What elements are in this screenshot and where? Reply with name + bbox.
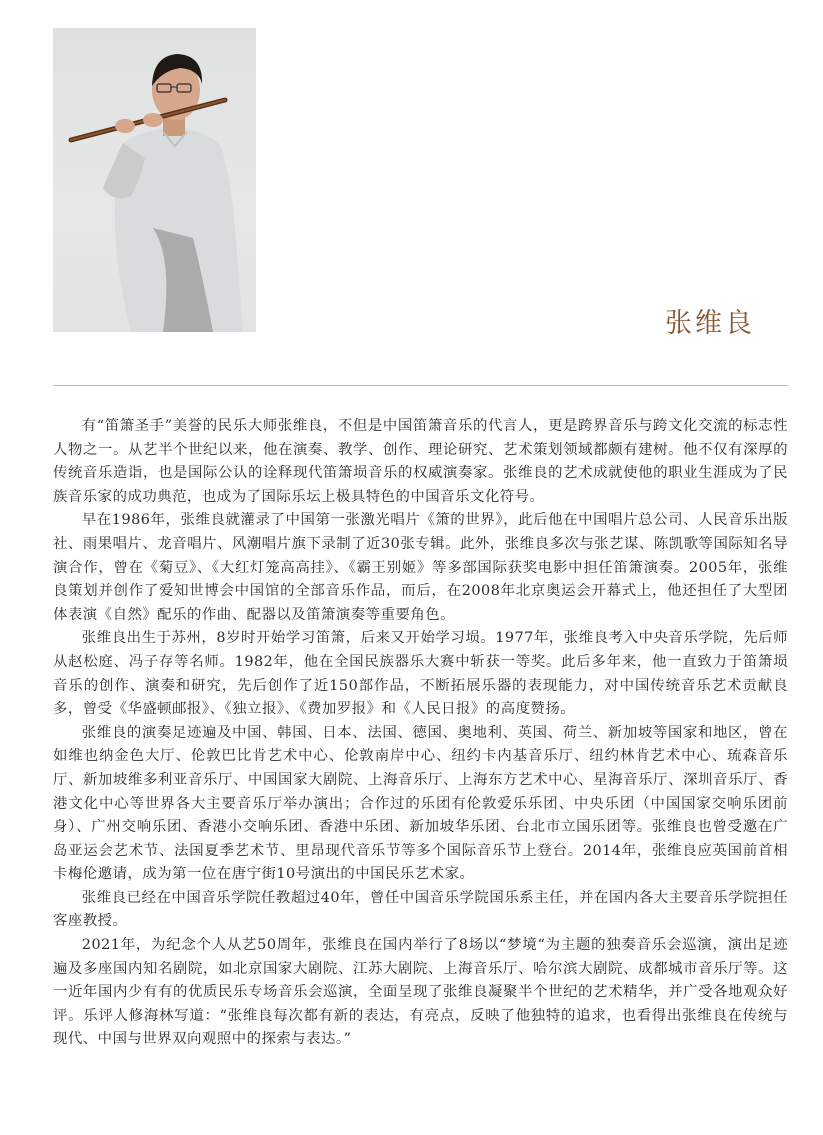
biography-paragraph: 有“笛箫圣手”美誉的民乐大师张维良，不但是中国笛箫音乐的代言人，更是跨界音乐与跨文化交流的标志性人物之一。从艺半个世纪以来，他在演奏、教学、创作、理论研究、艺术策划领域都颇有建树。他不仅有深厚的传统音乐造诣，也是国际公认的诠释现代笛箫埙音乐的权威演奏家。张维良的艺术成就使他的职业生涯成为了民族音乐家的成功典范，也成为了国际乐坛上极具特色的中国音乐文化符号。	[53, 418, 788, 505]
biography-paragraph: 张维良的演奏足迹遍及中国、韩国、日本、法国、德国、奥地利、英国、荷兰、新加坡等国家和地区，曾在如维也纳金色大厅、伦敦巴比肯艺术中心、伦敦南岸中心、纽约卡内基音乐厅、纽约林肯艺术中心、琉森音乐厅、新加坡维多利亚音乐厅、中国国家大剧院、上海音乐厅、上海东方艺术中心、星海音乐厅、深圳音乐厅、香港文化中心等世界各大主要音乐厅举办演出；合作过的乐团有伦敦爱乐乐团、中央乐团（中国国家交响乐团前身）、广州交响乐团、香港小交响乐团、香港中乐团、新加坡华乐团、台北市立国乐团等。张维良也曾受邀在广岛亚运会艺术节、法国夏季艺术节、里昂现代音乐节等多个国际音乐节上登台。2014年，张维良应英国前首相卡梅伦邀请，成为第一位在唐宁街10号演出的中国民乐艺术家。	[53, 724, 788, 883]
divider	[53, 385, 788, 386]
musician-playing-xiao-flute-icon	[53, 28, 256, 332]
biography-article	[53, 415, 788, 1052]
portrait-photo	[53, 28, 256, 332]
biography-paragraph: 2021年，为纪念个人从艺50周年，张维良在国内举行了8场以“梦境“为主题的独奏音乐会巡演，演出足迹遍及多座国内知名剧院，如北京国家大剧院、江苏大剧院、上海音乐厅、哈尔滨大剧院、成都城市音乐厅等。这一近年国内少有有的优质民乐专场音乐会巡演，全面呈现了张维良凝聚半个世纪的艺术精华，并广受各地观众好评。乐评人修海林写道：“张维良每次都有新的表达，有亮点，反映了他独特的追求，也看得出张维良在传统与现代、中国与世界双向观照中的探索与表达。”	[53, 937, 788, 1048]
biography-paragraph: 张维良已经在中国音乐学院任教超过40年，曾任中国音乐学院国乐系主任，并在国内各大主要音乐学院担任客座教授。	[53, 889, 788, 930]
person-name: 张维良	[665, 308, 755, 339]
biography-paragraph: 早在1986年，张维良就灌录了中国第一张激光唱片《箫的世界》，此后他在中国唱片总公司、人民音乐出版社、雨果唱片、龙音唱片、风潮唱片旗下录制了近30张专辑。此外，张维良多次与张艺谋、陈凯歌等国际知名导演合作，曾在《菊豆》、《大红灯笼高高挂》、《霸王别姬》等多部国际获奖电影中担任笛箫演奏。2005年，张维良策划并创作了爱知世博会中国馆的全部音乐作品，而后，在2008年北京奥运会开幕式上，他还担任了大型团体表演《自然》配乐的作曲、配器以及笛箫演奏等重要角色。	[53, 512, 788, 623]
biography-paragraph: 张维良出生于苏州，8岁时开始学习笛箫，后来又开始学习埙。1977年，张维良考入中央音乐学院，先后师从赵松庭、冯子存等名师。1982年，他在全国民族器乐大赛中斩获一等奖。此后多年来，他一直致力于笛箫埙音乐的创作、演奏和研究，先后创作了近150部作品，不断拓展乐器的表现能力，对中国传统音乐艺术贡献良多，曾受《华盛顿邮报》、《独立报》、《费加罗报》和《人民日报》的高度赞扬。	[53, 630, 788, 718]
